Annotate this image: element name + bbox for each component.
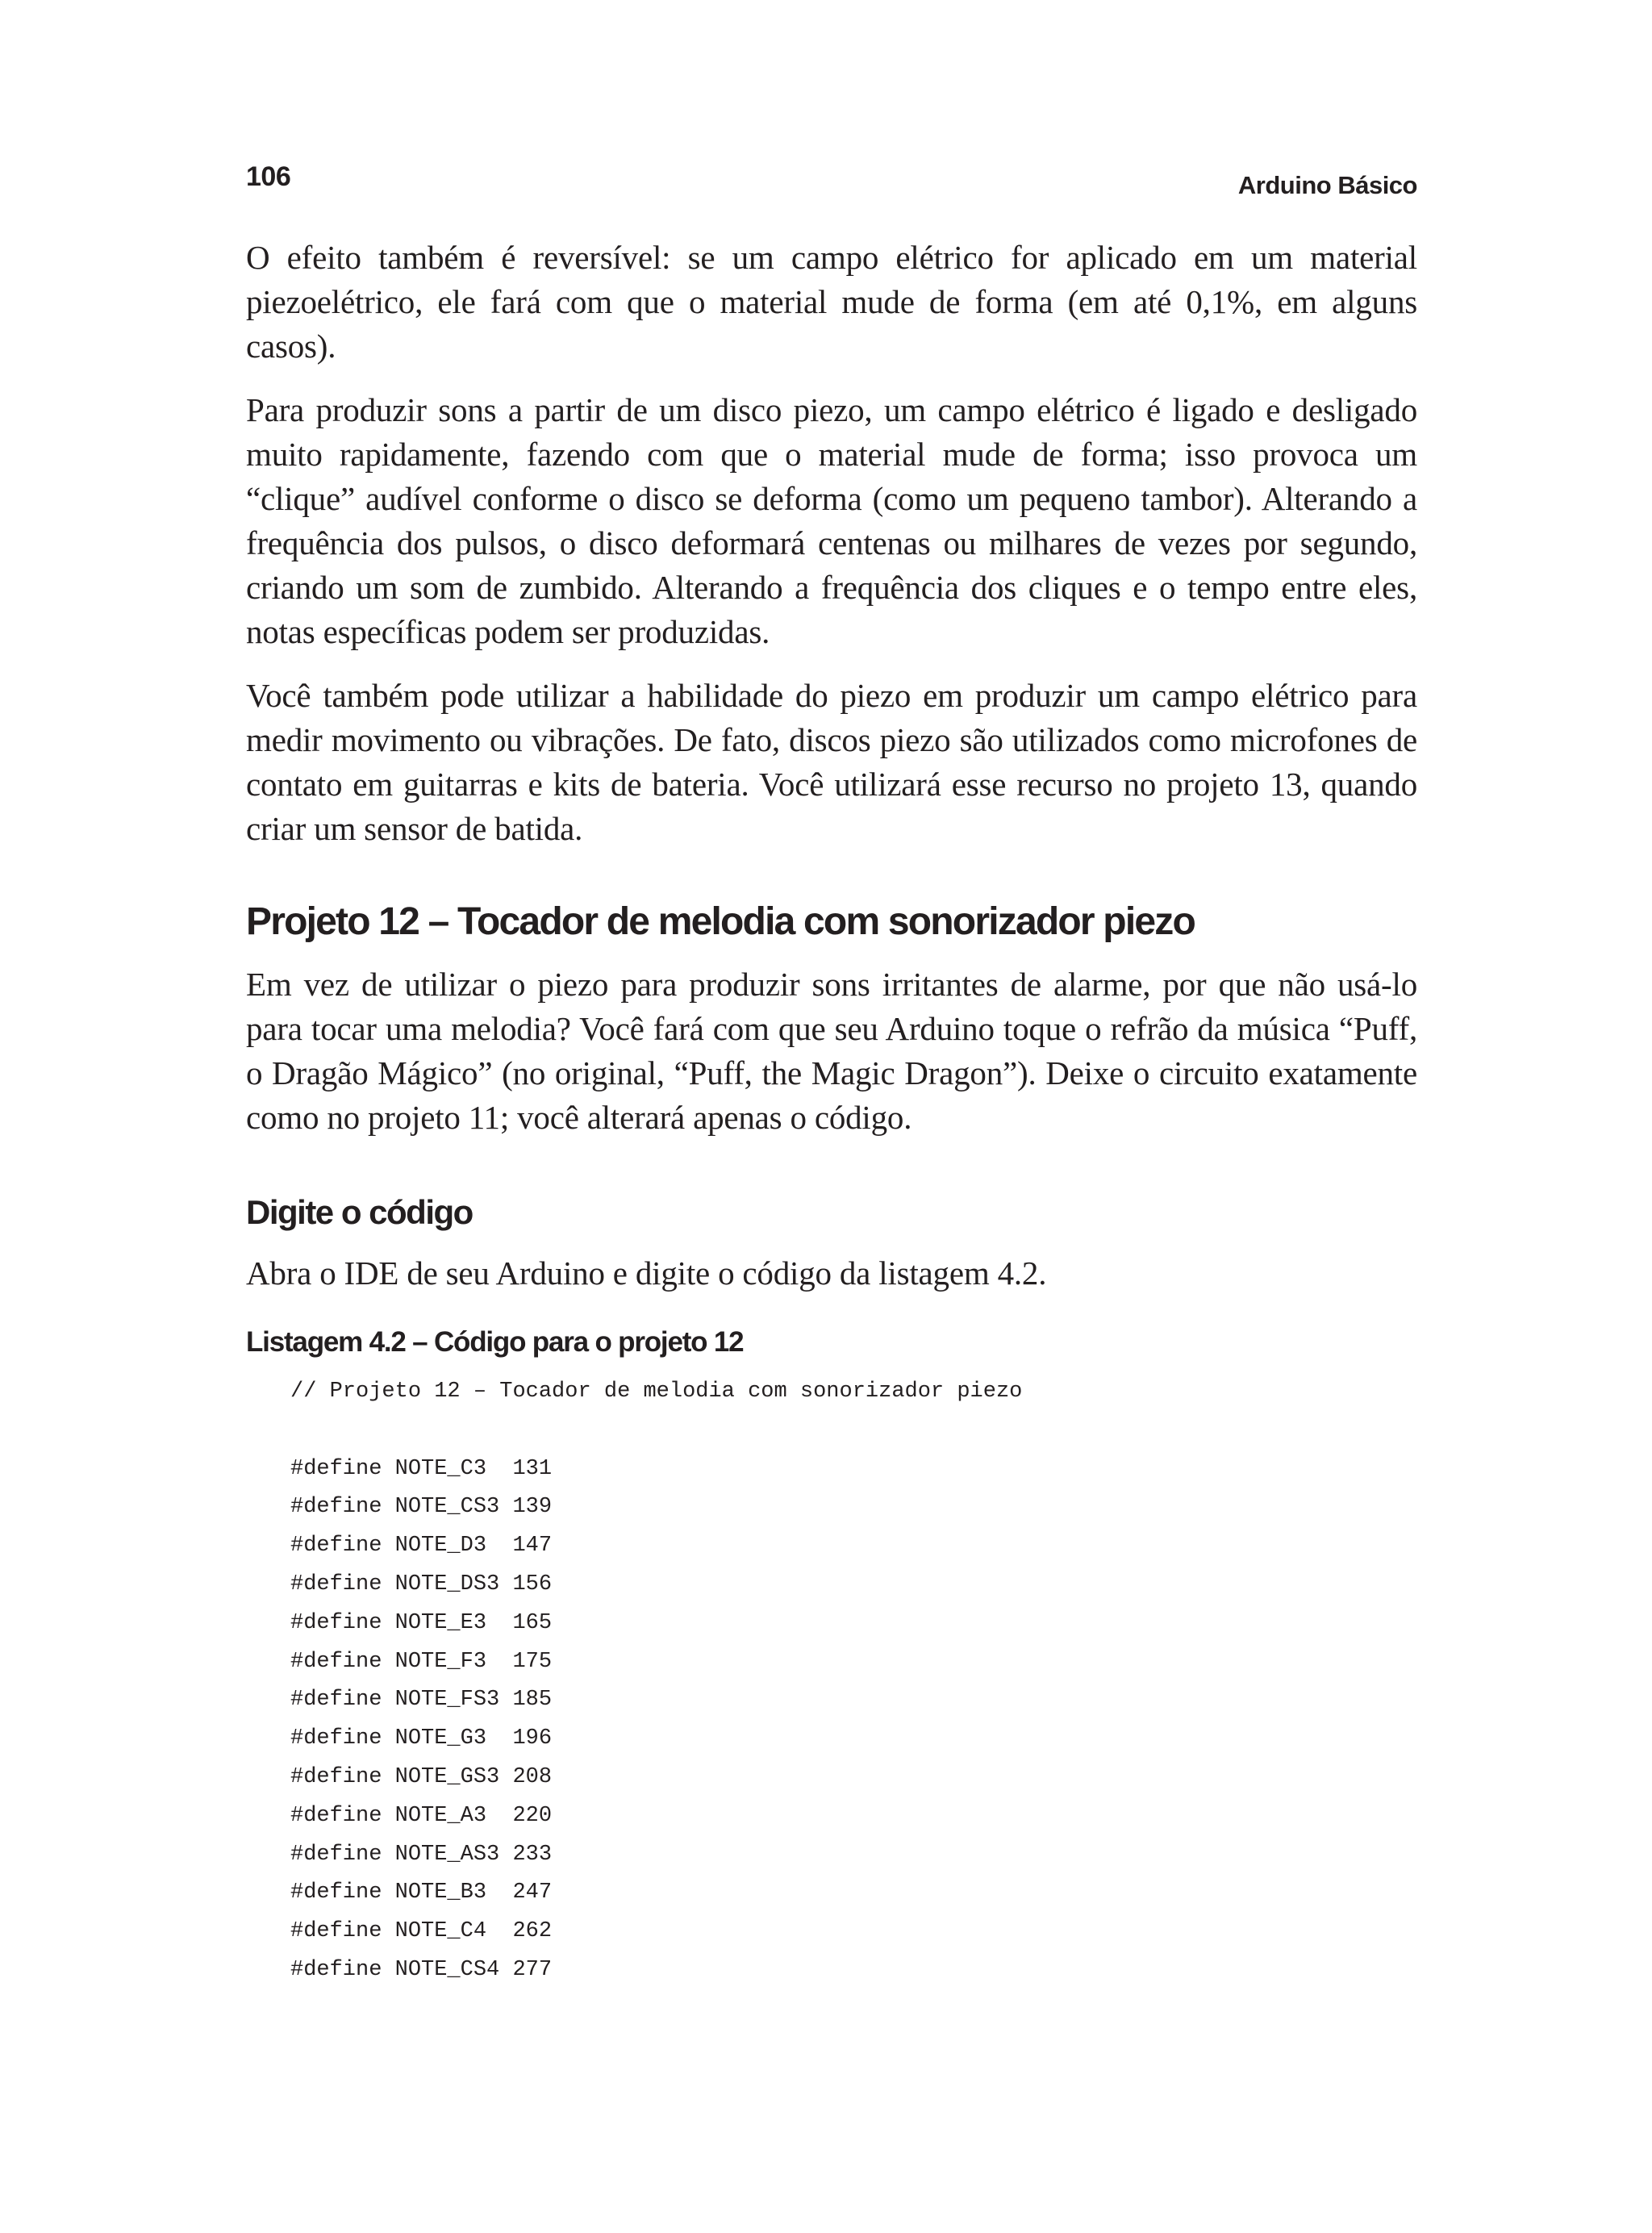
page-number: 106 — [246, 161, 291, 192]
subsection-paragraph: Abra o IDE de seu Arduino e digite o código da listagem 4.2. — [246, 1254, 1047, 1292]
code-line: #define NOTE_FS3 185 — [290, 1688, 553, 1713]
code-line: #define NOTE_GS3 208 — [290, 1764, 553, 1789]
code-line: #define NOTE_F3 175 — [290, 1649, 553, 1674]
code-line: #define NOTE_E3 165 — [290, 1610, 553, 1635]
code-line: #define NOTE_G3 196 — [290, 1726, 553, 1751]
code-line: #define NOTE_C3 131 — [290, 1456, 553, 1481]
code-line: #define NOTE_A3 220 — [290, 1803, 553, 1828]
section-heading: Projeto 12 – Tocador de melodia com sonorizador piezo — [246, 900, 1195, 943]
code-line: #define NOTE_AS3 233 — [290, 1842, 553, 1867]
code-listing — [290, 1373, 1417, 1990]
code-line: #define NOTE_D3 147 — [290, 1534, 553, 1559]
running-head-title: Arduino Básico — [1237, 171, 1417, 199]
book-page — [246, 161, 1417, 1990]
code-line: #define NOTE_CS4 277 — [290, 1957, 553, 1982]
running-head — [246, 161, 1417, 202]
body-paragraph-2: Para produzir sons a partir de um disco piezo, um campo elétrico é ligado e desligado muito rapidamente, fazendo com que o material mude de forma; isso provoca um “clique” audível conforme o disco se deforma (como um pequeno tambor). Alterando a frequência dos pulsos, o disco deformará centenas ou milhares de vezes por segundo, criando um som de zumbido. Alterando a frequência dos cliques e o tempo entre eles, notas específicas podem ser produzidas. — [246, 391, 1417, 650]
section-paragraph: Em vez de utilizar o piezo para produzir sons irritantes de alarme, por que não usá-lo para tocar uma melodia? Você fará com que seu Arduino toque o refrão da música “Puff, o Dragão Mágico” (no original, “Puff, the Magic Dragon”). Deixe o circuito exatamente como no projeto 11; você alterará apenas o código. — [246, 966, 1417, 1136]
body-paragraph-1: O efeito também é reversível: se um campo elétrico for aplicado em um material piezoelétrico, ele fará com que o material mude de forma (em até 0,1%, em alguns casos). — [246, 239, 1417, 365]
listing-caption: Listagem 4.2 – Código para o projeto 12 — [246, 1326, 744, 1358]
code-line: #define NOTE_DS3 156 — [290, 1571, 553, 1596]
code-line: #define NOTE_B3 247 — [290, 1880, 553, 1905]
code-line — [290, 1412, 1417, 1450]
subsection-heading: Digite o código — [246, 1193, 473, 1231]
code-line: #define NOTE_CS3 139 — [290, 1495, 553, 1520]
code-line: #define NOTE_C4 262 — [290, 1919, 553, 1944]
code-line: // Projeto 12 – Tocador de melodia com sonorizador piezo — [290, 1379, 1023, 1404]
body-paragraph-3: Você também pode utilizar a habilidade do piezo em produzir um campo elétrico para medir movimento ou vibrações. De fato, discos piezo são utilizados como microfones de contato em guitarras e kits de bateria. Você utilizará esse recurso no projeto 13, quando criar um sensor de batida. — [246, 677, 1417, 847]
